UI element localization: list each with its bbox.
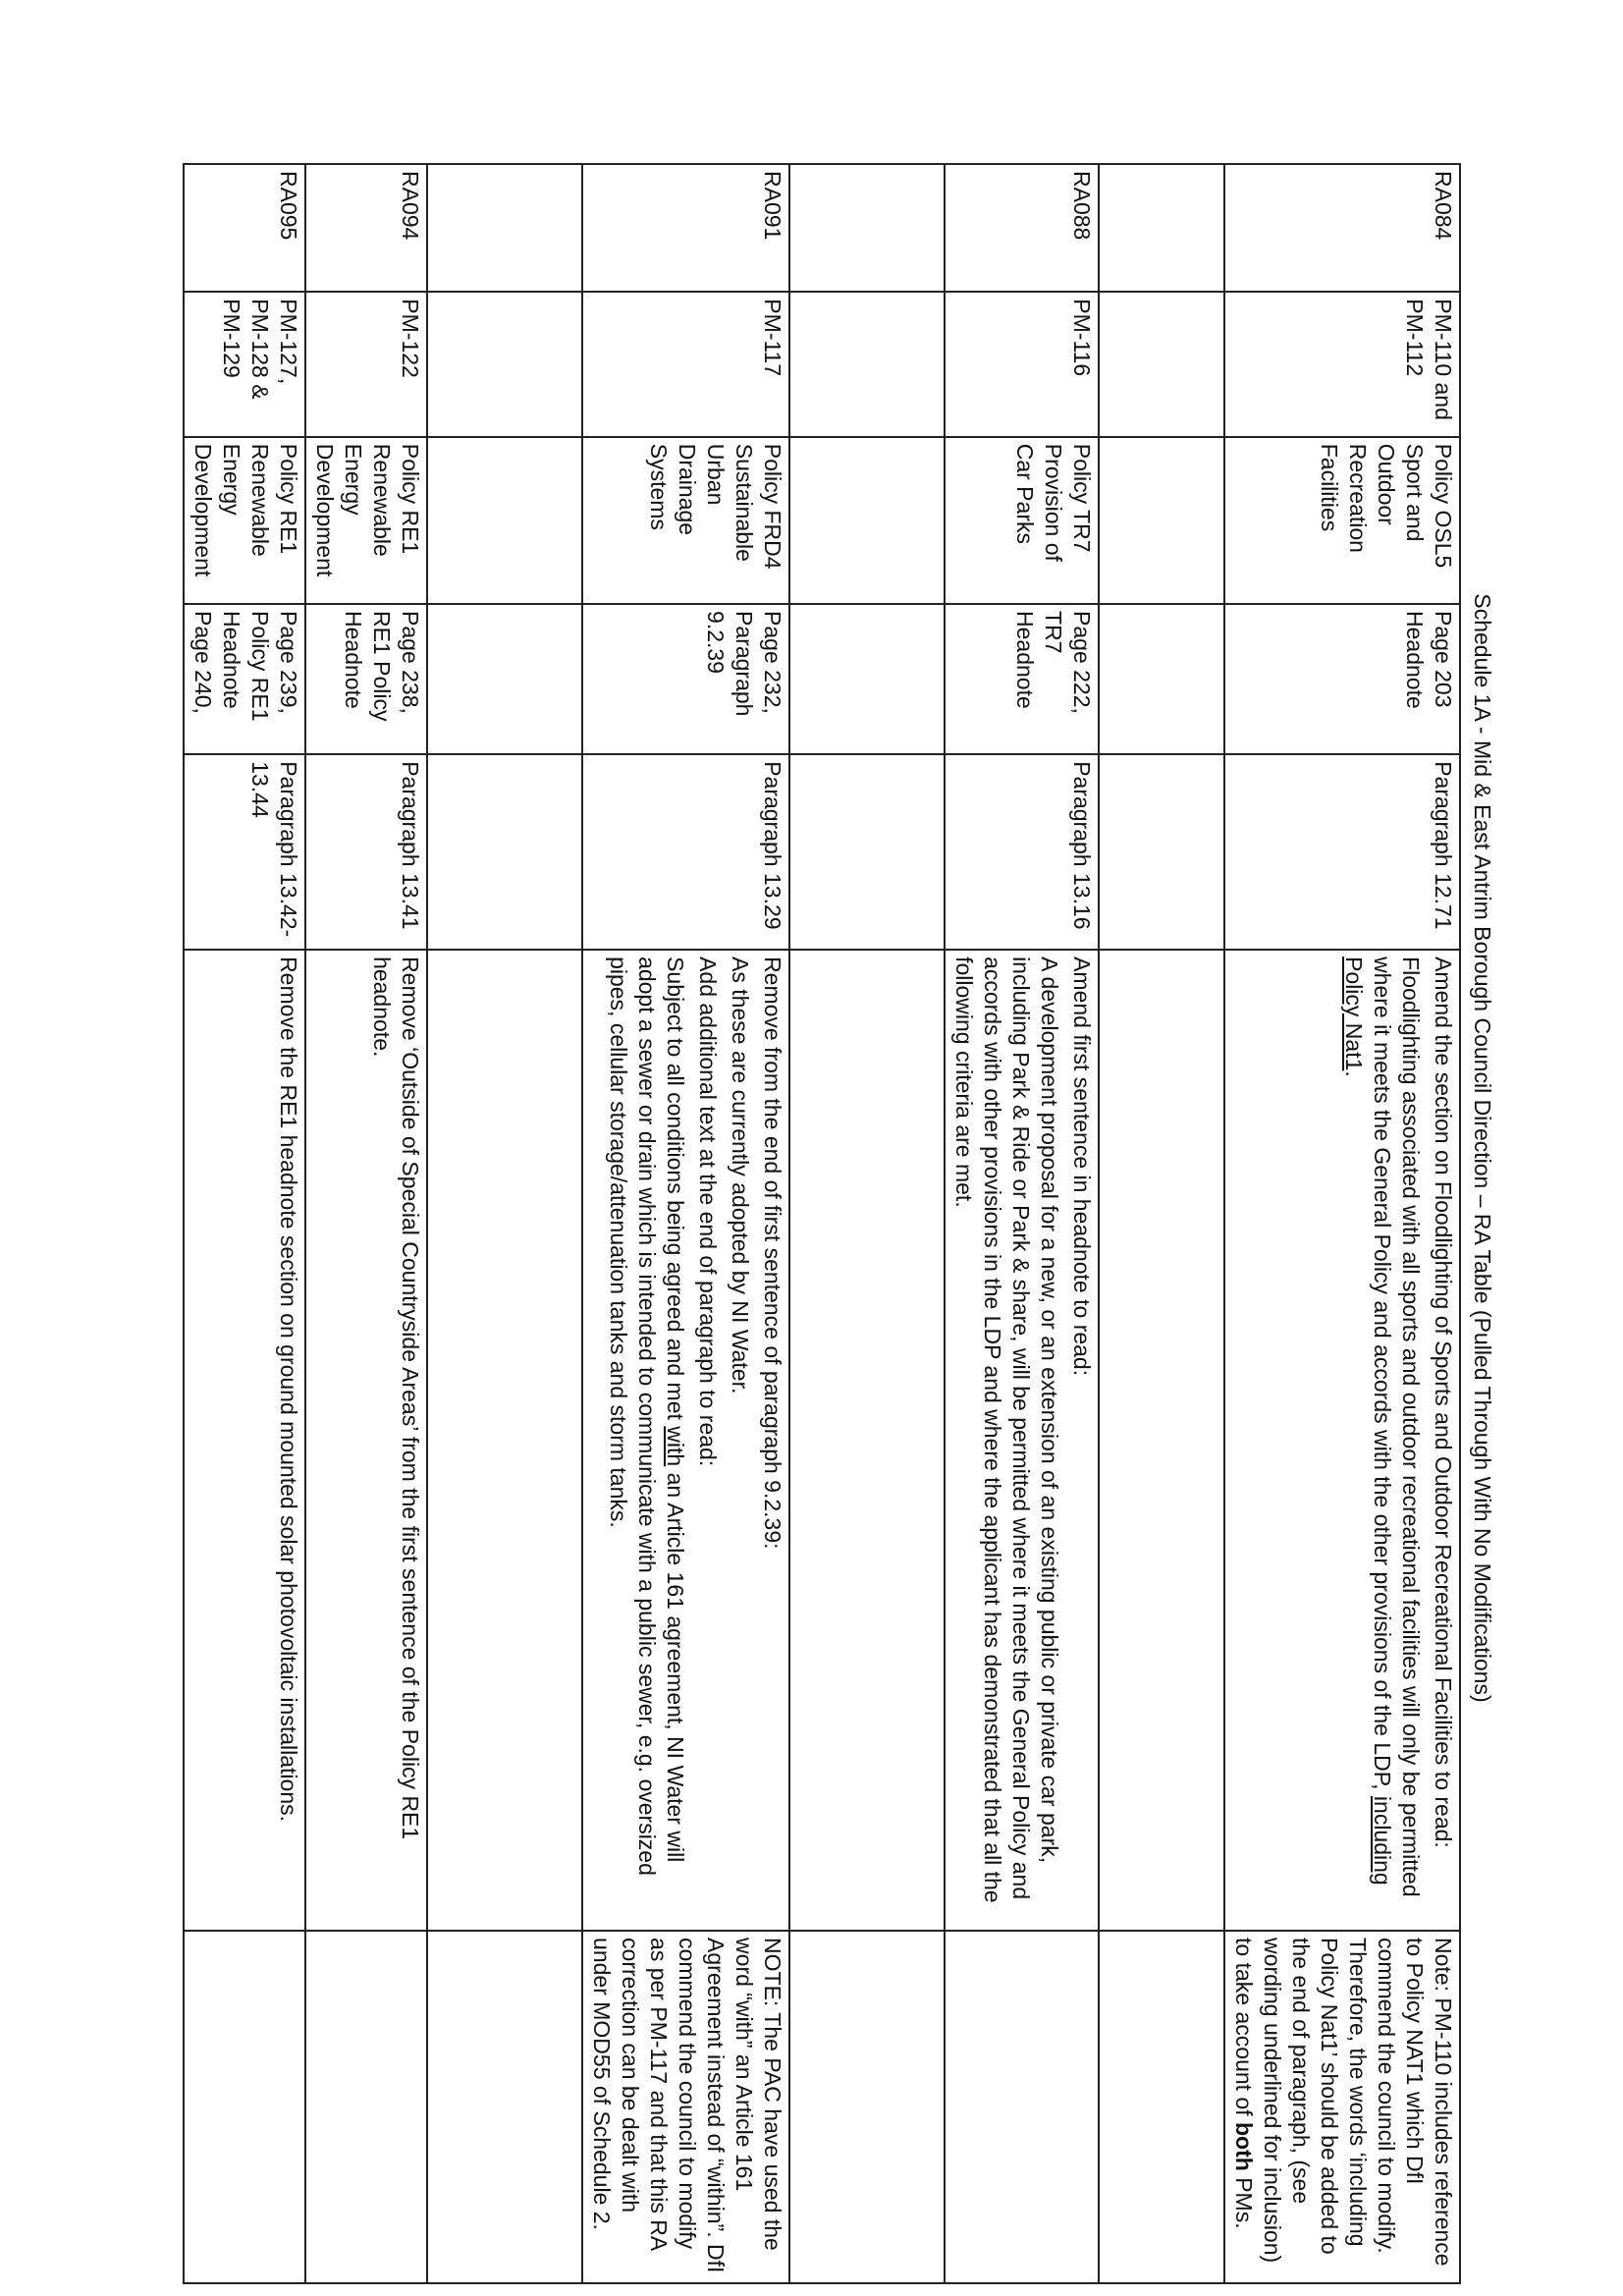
- note-cell: [305, 1931, 427, 2283]
- note-cell: Note: PM-110 includes reference to Policy NAT1 which DfI commend the council to modify. Therefore, the words ‘including Policy Nat1’ should be added to the end of paragraph, (see wording underlined for inclusion) to take account of both PMs.: [1224, 1931, 1460, 2283]
- table-row: [945, 164, 1099, 2283]
- table-row: [427, 164, 582, 2283]
- ra-cell: RA088: [945, 164, 1099, 292]
- paragraph-cell: Paragraph 13.41: [305, 754, 427, 950]
- pm-cell: PM-110 and PM-112: [1224, 292, 1460, 436]
- added-text: Subject to all conditions being agreed and met with an Article 161 agreement, NI Water will adopt a sewer or drain which is intended to communicate with a public sewer, e.g. oversized pipes, cellular storage/attenuation tanks and storm tanks.: [606, 957, 688, 1876]
- paragraph-cell: Paragraph 13.29: [582, 754, 789, 950]
- ra-cell: RA095: [184, 164, 305, 292]
- ra-cell: RA091: [582, 164, 789, 292]
- table-row: [1099, 164, 1224, 2283]
- underlined-word: with: [663, 1426, 688, 1467]
- underlined-inclusion: including Policy Nat1: [1341, 957, 1395, 1886]
- change-text: Floodlighting associated with all sports and outdoor recreational facilities will only be permitted where it meets the General Policy and accords with the other provisions of the LDP, including Policy Nat1.: [1341, 957, 1424, 1897]
- note-cell: [945, 1931, 1099, 2283]
- paragraph-cell: Paragraph 12.71: [1224, 754, 1460, 950]
- table-row: [305, 164, 427, 2283]
- page-cell: Page 203 Headnote: [1224, 604, 1460, 754]
- change-cell: [1224, 950, 1460, 1931]
- change-text: A development proposal for a new, or an extension of an existing public or private car park, including Park & Ride or Park & share, will be permitted where it meets the General Policy and accords with other provisions in the LDP and where the applicant has demonstrated that all the following criteria are met.: [951, 957, 1062, 1903]
- pm-cell: PM-116: [945, 292, 1099, 436]
- table-row: [184, 164, 305, 2283]
- policy-cell: Policy TR7 Provision of Car Parks: [945, 437, 1099, 604]
- paragraph-cell: Paragraph 13.16: [945, 754, 1099, 950]
- pm-cell: PM-127, PM-128 & PM-129: [184, 292, 305, 436]
- table-row: [1224, 164, 1460, 2283]
- policy-cell: Policy FRD4 Sustainable Urban Drainage Systems: [582, 437, 789, 604]
- page-title: Schedule 1A - Mid & East Antrim Borough Council Direction – RA Table (Pulled Through With No Modifications): [1470, 593, 1495, 1703]
- change-cell: [582, 950, 789, 1931]
- change-cell: [305, 950, 427, 1931]
- change-instruction: Remove ‘Outside of Special Countryside Areas’ from the first sentence of the Policy RE1 headnote.: [369, 957, 423, 1840]
- change-instruction: Remove from the end of first sentence of paragraph 9.2.39:: [760, 957, 785, 1550]
- table-row: [789, 164, 945, 2283]
- ra-cell: RA084: [1224, 164, 1460, 292]
- policy-cell: Policy RE1 Renewable Energy Development: [305, 437, 427, 604]
- change-instruction: Amend first sentence in headnote to read:: [1069, 957, 1095, 1377]
- table-row: [582, 164, 789, 2283]
- note-cell: NOTE: The PAC have used the word “with” an Article 161 Agreement instead of “within”. DfI commend the council to modify as per PM-117 and that this RA correction can be dealt with under MOD55 of Schedule 2.: [582, 1931, 789, 2283]
- page-cell: Page 232, Paragraph 9.2.39: [582, 604, 789, 754]
- page-cell: Page 238, RE1 Policy Headnote: [305, 604, 427, 754]
- ra-table: [183, 163, 1461, 2284]
- ra-cell: RA094: [305, 164, 427, 292]
- page-cell: Page 222, TR7 Headnote: [945, 604, 1099, 754]
- change-instruction-2: Add additional text at the end of paragraph to read:: [695, 957, 721, 1467]
- note-cell: [184, 1931, 305, 2283]
- policy-cell: Policy RE1 Renewable Energy Development: [184, 437, 305, 604]
- page-cell: Page 239, Policy RE1 Headnote Page 240,: [184, 604, 305, 754]
- change-cell: [945, 950, 1099, 1931]
- change-cell: [184, 950, 305, 1931]
- paragraph-cell: Paragraph 13.42-13.44: [184, 754, 305, 950]
- change-instruction: Remove the RE1 headnote section on ground mounted solar photovoltaic installations.: [276, 957, 301, 1823]
- removed-text: As these are currently adopted by NI Water.: [728, 957, 753, 1394]
- bold-word: both: [1231, 2122, 1257, 2171]
- pm-cell: PM-117: [582, 292, 789, 436]
- policy-cell: Policy OSL5 Sport and Outdoor Recreation Facilities: [1224, 437, 1460, 604]
- change-instruction: Amend the section on Floodlighting of Sports and Outdoor Recreational Facilities to read:: [1431, 957, 1456, 1848]
- pm-cell: PM-122: [305, 292, 427, 436]
